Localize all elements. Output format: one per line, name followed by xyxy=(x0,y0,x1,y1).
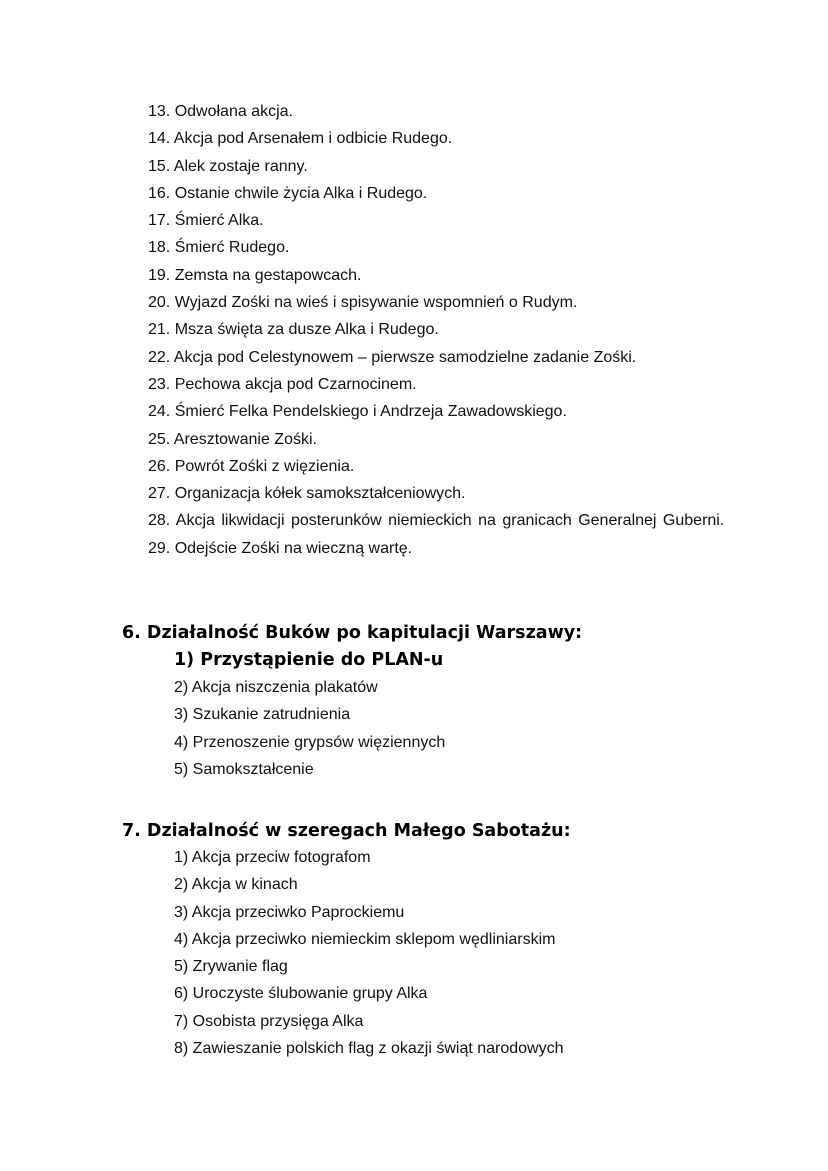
list-item: 20. Wyjazd Zośki na wieś i spisywanie wspomnień o Rudym. xyxy=(148,294,578,312)
section-7 xyxy=(122,818,742,1062)
list-item: 5) Zrywanie flag xyxy=(174,958,288,976)
list-item: 17. Śmierć Alka. xyxy=(148,212,264,230)
list-item: 28. Akcja likwidacji posterunków niemieckich na granicach Generalnej Guberni. xyxy=(148,512,725,530)
section-7-list xyxy=(122,844,742,1062)
list-item: 15. Alek zostaje ranny. xyxy=(148,157,308,175)
section-6-heading: 6. Działalność Buków po kapitulacji Warszawy: xyxy=(122,623,583,643)
list-item: 8) Zawieszanie polskich flag z okazji świąt narodowych xyxy=(174,1040,564,1058)
list-item: 7) Osobista przysięga Alka xyxy=(174,1012,364,1030)
list-item: 4) Akcja przeciwko niemieckim sklepom wędliniarskim xyxy=(174,930,556,948)
list-item: 5) Samokształcenie xyxy=(174,760,314,778)
list-item: 29. Odejście Zośki na wieczną wartę. xyxy=(148,539,413,557)
list-item: 23. Pechowa akcja pod Czarnocinem. xyxy=(148,375,417,393)
plot-events-list xyxy=(148,98,730,562)
list-item: 3) Akcja przeciwko Paprockiemu xyxy=(174,903,405,921)
list-item: 26. Powrót Zośki z więzienia. xyxy=(148,457,355,475)
list-item: 18. Śmierć Rudego. xyxy=(148,239,290,257)
list-item: 2) Akcja w kinach xyxy=(174,876,298,894)
list-item: 3) Szukanie zatrudnienia xyxy=(174,706,351,724)
list-item: 1) Przystąpienie do PLAN-u xyxy=(174,650,444,670)
list-item: 6) Uroczyste ślubowanie grupy Alka xyxy=(174,985,428,1003)
section-7-heading: 7. Działalność w szeregach Małego Sabotażu: xyxy=(122,821,571,841)
section-6-list xyxy=(122,646,742,783)
list-item: 13. Odwołana akcja. xyxy=(148,103,293,120)
list-item: 19. Zemsta na gestapowcach. xyxy=(148,266,362,284)
list-item: 21. Msza święta za dusze Alka i Rudego. xyxy=(148,321,439,339)
list-item: 24. Śmierć Felka Pendelskiego i Andrzeja Zawadowskiego. xyxy=(148,403,567,421)
section-6 xyxy=(122,620,742,783)
list-item: 16. Ostanie chwile życia Alka i Rudego. xyxy=(148,184,428,202)
list-item: 2) Akcja niszczenia plakatów xyxy=(174,679,378,696)
list-item: 22. Akcja pod Celestynowem – pierwsze samodzielne zadanie Zośki. xyxy=(148,348,637,366)
list-item: 4) Przenoszenie grypsów więziennych xyxy=(174,733,446,751)
list-item: 27. Organizacja kółek samokształceniowych. xyxy=(148,485,466,503)
list-item: 1) Akcja przeciw fotografom xyxy=(174,849,371,866)
list-item: 14. Akcja pod Arsenałem i odbicie Rudego. xyxy=(148,130,453,148)
list-item: 25. Aresztowanie Zośki. xyxy=(148,430,317,448)
